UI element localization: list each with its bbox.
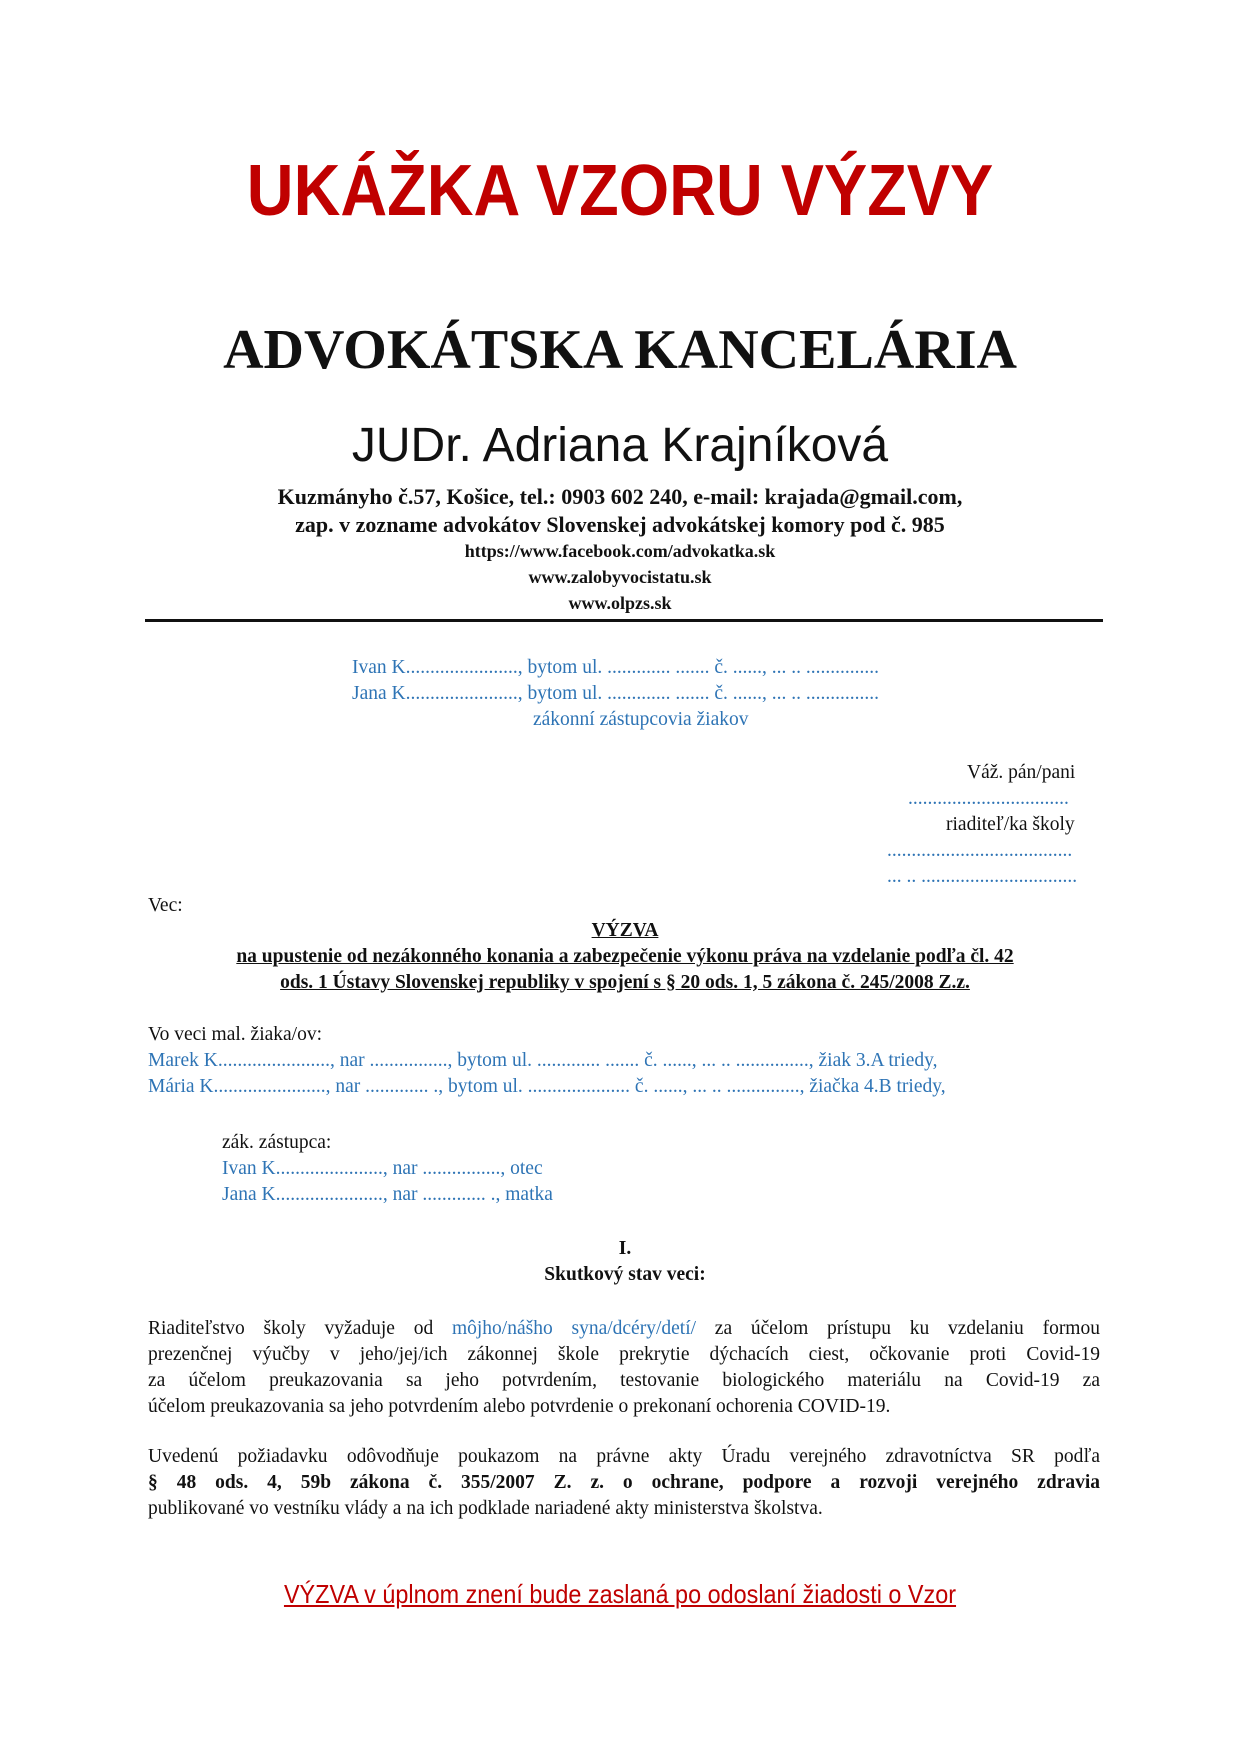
- para2-line2: § 48 ods. 4, 59b zákona č. 355/2007 Z. z. o ochrane, podpore a rozvoji verejného zdravia: [148, 1472, 1100, 1493]
- recipient-role: riaditeľ/ka školy: [946, 814, 1075, 835]
- section-number: I.: [618, 1238, 632, 1259]
- guardian-line-2: Jana K......................, nar ............. ., matka: [222, 1184, 553, 1205]
- section-title: Skutkový stav veci:: [544, 1264, 706, 1285]
- para1-child-placeholder: môjho/nášho syna/dcéry/detí/: [451, 1318, 697, 1339]
- letterhead-website-link-2[interactable]: www.olpzs.sk: [568, 593, 672, 613]
- para1-line1-end: za účelom prístupu ku vzdelaniu formou: [696, 1318, 1100, 1339]
- para1-line1-start: Riaditeľstvo školy vyžaduje od: [148, 1318, 452, 1339]
- full-version-notice: VÝZVA v úplnom znení bude zaslaná po odoslaní žiadosti o Vzor: [283, 1579, 957, 1609]
- sender-line-2: Jana K......................., bytom ul. ............. ....... č. ......, ... .. ...............: [352, 683, 880, 704]
- students-heading: Vo veci mal. žiaka/ov:: [148, 1024, 323, 1045]
- para1-line2: prezenčnej výučby v jeho/jej/ich zákonnej škole prekrytie dýchacích ciest, očkovanie proti Covid-19: [148, 1344, 1100, 1365]
- recipient-address-1: ......................................: [887, 840, 1073, 861]
- student-line-2: Mária K......................., nar ............. ., bytom ul. ..................... č. ......, ... .. ..............., žiačka 4.B triedy,: [148, 1076, 946, 1097]
- subject-line-1: na upustenie od nezákonného konania a zabezpečenie výkonu práva na vzdelanie podľa čl. 42: [236, 946, 1014, 967]
- subject-block: [150, 918, 1100, 996]
- guardian-line-1: Ivan K......................, nar ................, otec: [222, 1158, 543, 1179]
- para2-line1: Uvedenú požiadavku odôvodňuje poukazom na právne akty Úradu verejného zdravotníctva SR podľa: [148, 1446, 1100, 1467]
- letterhead-website-link[interactable]: www.zalobyvocistatu.sk: [528, 567, 712, 587]
- para1-line4: účelom preukazovania sa jeho potvrdením alebo potvrdenie o prekonaní ochorenia COVID-19.: [148, 1396, 891, 1417]
- subject-label: Vec:: [148, 895, 183, 916]
- facts-paragraph-2: [148, 1444, 1100, 1522]
- firm-name: ADVOKÁTSKA KANCELÁRIA: [223, 319, 1017, 381]
- sender-role: zákonní zástupcovia žiakov: [533, 709, 749, 730]
- student-line-1: Marek K......................., nar ................, bytom ul. ............. ....... č. ......, ... .. ..............., žiak 3.A triedy,: [148, 1050, 938, 1071]
- recipient-address-2: ... .. ................................: [887, 866, 1078, 887]
- sample-banner: UKÁŽKA VZORU VÝZVY: [246, 151, 994, 231]
- subject-line-2: ods. 1 Ústavy Slovenskej republiky v spojení s § 20 ods. 1, 5 zákona č. 245/2008 Z.z.: [280, 972, 970, 993]
- para2-line3: publikované vo vestníku vlády a na ich podklade nariadené akty ministerstva školstva.: [148, 1498, 823, 1519]
- facts-paragraph-1: [148, 1316, 1100, 1420]
- sender-line-1: Ivan K......................., bytom ul. ............. ....... č. ......, ... .. ...............: [352, 657, 880, 678]
- lawyer-name: JUDr. Adriana Krajníková: [351, 419, 889, 472]
- recipient-name-placeholder: .................................: [908, 788, 1069, 809]
- subject-title: VÝZVA: [591, 920, 659, 941]
- letterhead-facebook-link[interactable]: https://www.facebook.com/advokatka.sk: [464, 541, 776, 561]
- letterhead-registration: zap. v zozname advokátov Slovenskej advokátskej komory pod č. 985: [295, 512, 945, 537]
- para1-line3: za účelom preukazovania sa jeho potvrdením, testovanie biologického materiálu na Covid-19 za: [148, 1370, 1100, 1391]
- recipient-salutation: Váž. pán/pani: [967, 762, 1076, 783]
- guardians-heading: zák. zástupca:: [222, 1132, 332, 1153]
- letterhead-divider: [145, 619, 1103, 622]
- letterhead-contact: Kuzmányho č.57, Košice, tel.: 0903 602 240, e-mail: krajada@gmail.com,: [277, 484, 963, 509]
